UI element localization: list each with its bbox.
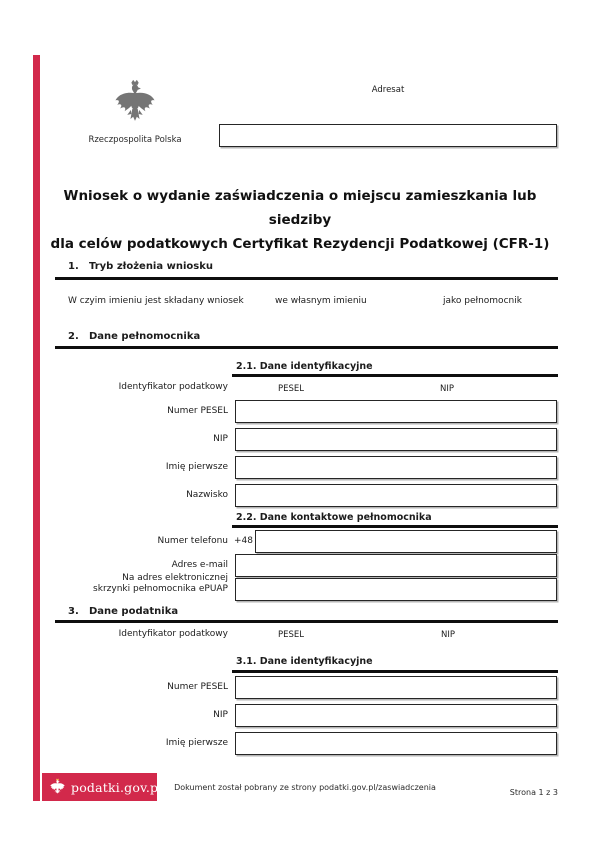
red-accent-bar xyxy=(33,55,40,801)
taxpayer-tax-identifier-label: Identyfikator podatkowy xyxy=(118,629,228,639)
section-2-2-rule xyxy=(232,525,558,528)
section-2-title: Dane pełnomocnika xyxy=(89,331,201,342)
phone-country-prefix: +48 xyxy=(234,536,253,546)
attorney-nip-label: NIP xyxy=(213,434,228,444)
attorney-identifier-option-nip[interactable]: NIP xyxy=(440,384,454,394)
taxpayer-nip-input[interactable] xyxy=(235,704,557,727)
attorney-first-name-label: Imię pierwsze xyxy=(165,462,228,472)
taxpayer-pesel-input[interactable] xyxy=(235,676,557,699)
form-title xyxy=(40,184,560,256)
form-title-line1: Wniosek o wydanie zaświadczenia o miejscu zamieszkania lub siedziby xyxy=(63,188,537,228)
attorney-phone-input[interactable] xyxy=(255,530,557,553)
section-1-number: 1. xyxy=(68,261,79,272)
attorney-epuap-input[interactable] xyxy=(235,578,557,601)
section-3-1-heading: 3.1. Dane identyfikacyjne xyxy=(236,656,373,667)
download-source-note: Dokument został pobrany ze strony podatki.gov.pl/zaswiadczenia xyxy=(174,783,436,792)
section-3-title: Dane podatnika xyxy=(89,606,179,617)
taxpayer-identifier-option-nip[interactable]: NIP xyxy=(441,630,455,640)
form-title-line2: dla celów podatkowych Certyfikat Rezydencji Podatkowej (CFR-1) xyxy=(50,236,550,252)
white-eagle-icon xyxy=(49,778,66,797)
taxpayer-nip-label: NIP xyxy=(213,710,228,720)
logo-text: podatki.gov.pl xyxy=(71,779,163,795)
option-as-attorney[interactable]: jako pełnomocnik xyxy=(443,296,522,306)
attorney-pesel-label: Numer PESEL xyxy=(167,406,228,416)
taxpayer-first-name-input[interactable] xyxy=(235,732,557,755)
section-1-rule xyxy=(55,277,558,280)
taxpayer-first-name-label: Imię pierwsze xyxy=(165,738,228,748)
page-indicator: Strona 1 z 3 xyxy=(509,788,558,797)
section-2-1-rule xyxy=(232,374,558,377)
section-2-number: 2. xyxy=(68,331,79,342)
attorney-email-input[interactable] xyxy=(235,554,557,577)
attorney-pesel-input[interactable] xyxy=(235,400,557,423)
attorney-first-name-input[interactable] xyxy=(235,456,557,479)
attorney-tax-identifier-label: Identyfikator podatkowy xyxy=(118,382,228,392)
section-2-1-heading: 2.1. Dane identyfikacyjne xyxy=(236,361,373,372)
attorney-nip-input[interactable] xyxy=(235,428,557,451)
polish-eagle-emblem-icon xyxy=(112,79,158,129)
taxpayer-identifier-option-pesel[interactable]: PESEL xyxy=(278,630,304,640)
section-3-heading xyxy=(68,606,178,617)
section-1-title: Tryb złożenia wniosku xyxy=(89,261,213,272)
section-3-number: 3. xyxy=(68,606,79,617)
taxpayer-pesel-label: Numer PESEL xyxy=(167,682,228,692)
attorney-phone-label: Numer telefonu xyxy=(157,536,228,546)
section-3-1-rule xyxy=(232,670,558,673)
emblem-caption: Rzeczpospolita Polska xyxy=(88,135,182,145)
section-2-rule xyxy=(55,346,558,349)
option-own-behalf[interactable]: we własnym imieniu xyxy=(275,296,367,306)
attorney-surname-label: Nazwisko xyxy=(186,490,228,500)
attorney-surname-input[interactable] xyxy=(235,484,557,507)
attorney-epuap-label-line2: skrzynki pełnomocnika ePUAP xyxy=(93,584,228,594)
section-1-heading xyxy=(68,261,213,272)
addressee-field[interactable] xyxy=(219,124,557,147)
addressee-label: Adresat xyxy=(371,85,405,95)
section-2-2-heading: 2.2. Dane kontaktowe pełnomocnika xyxy=(236,512,432,523)
section-2-heading xyxy=(68,331,200,342)
attorney-email-label: Adres e-mail xyxy=(171,560,228,570)
submission-mode-question: W czyim imieniu jest składany wniosek xyxy=(68,296,244,306)
section-3-rule xyxy=(55,620,558,623)
attorney-epuap-label-line1: Na adres elektronicznej xyxy=(122,573,228,583)
podatki-gov-pl-logo xyxy=(42,773,163,801)
attorney-identifier-option-pesel[interactable]: PESEL xyxy=(278,384,304,394)
